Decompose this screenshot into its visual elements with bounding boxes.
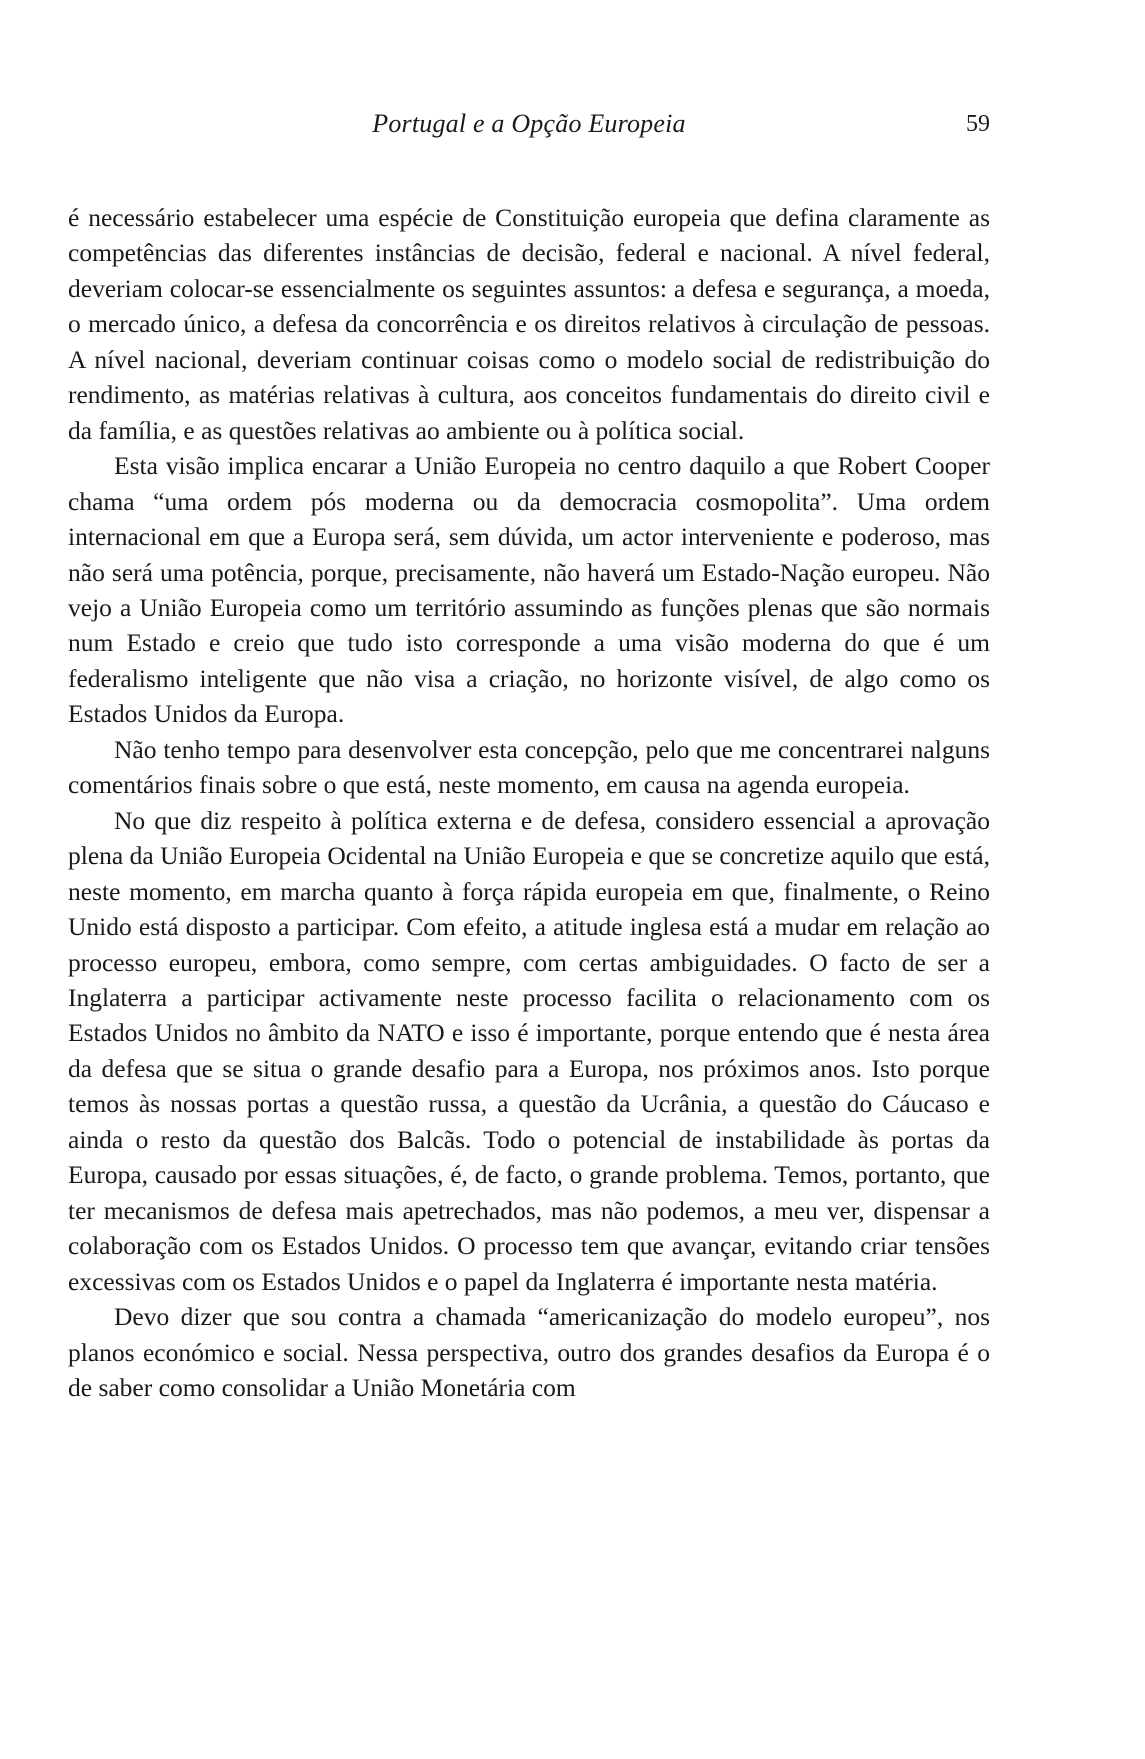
paragraph: é necessário estabelecer uma espécie de Constituição europeia que defina claramente as competências das diferentes instâncias de decisão, federal e nacional. A nível federal, deveriam colocar-se essencialmente os seguintes assuntos: a defesa e segurança, a moeda, o mercado único, a defesa da concorrência e os direitos relativos à circulação de pessoas. A nível nacional, deveriam continuar coisas como o modelo social de redistribuição do rendimento, as matérias relativas à cultura, aos conceitos fundamentais do direito civil e da família, e as questões relativas ao ambiente ou à política social. xyxy=(68,203,990,445)
paragraph: No que diz respeito à política externa e de defesa, considero essencial a aprovação plena da União Europeia Ocidental na União Europeia e que se concretize aquilo que está, neste momento, em marcha quanto à força rápida europeia em que, finalmente, o Reino Unido está disposto a participar. Com efeito, a atitude inglesa está a mudar em relação ao processo europeu, embora, como sempre, com certas ambiguidades. O facto de ser a Inglaterra a participar activamente neste processo facilita o relacionamento com os Estados Unidos no âmbito da NATO e isso é importante, porque entendo que é nesta área da defesa que se situa o grande desafio para a Europa, nos próximos anos. Isto porque temos às nossas portas a questão russa, a questão da Ucrânia, a questão do Cáucaso e ainda o resto da questão dos Balcãs. Todo o potencial de instabilidade às portas da Europa, causado por essas situações, é, de facto, o grande problema. Temos, portanto, que ter mecanismos de defesa mais apetrechados, mas não podemos, a meu ver, dispensar a colaboração com os Estados Unidos. O processo tem que avançar, evitando criar tensões excessivas com os Estados Unidos e o papel da Inglaterra é importante nesta matéria. xyxy=(68,805,990,1296)
running-header xyxy=(68,106,990,142)
page-number: 59 xyxy=(966,111,990,137)
body-text xyxy=(68,200,990,1405)
paragraph: Esta visão implica encarar a União Europeia no centro daquilo a que Robert Cooper chama “uma ordem pós moderna ou da democracia cosmopolita”. Uma ordem internacional em que a Europa será, sem dúvida, um actor interveniente e poderoso, mas não será uma potência, porque, precisamente, não haverá um Estado-Nação europeu. Não vejo a União Europeia como um território assumindo as funções plenas que são normais num Estado e creio que tudo isto corresponde a uma visão moderna do que é um federalismo inteligente que não visa a criação, no horizonte visível, de algo como os Estados Unidos da Europa. xyxy=(68,451,990,729)
paragraph: Não tenho tempo para desenvolver esta concepção, pelo que me concentrarei nalguns comentários finais sobre o que está, neste momento, em causa na agenda europeia. xyxy=(68,734,990,800)
running-title: Portugal e a Opção Europeia xyxy=(372,109,686,138)
paragraph: Devo dizer que sou contra a chamada “americanização do modelo europeu”, nos planos económico e social. Nessa perspectiva, outro dos grandes desafios da Europa é o de saber como consolidar a União Monetária com xyxy=(68,1302,990,1402)
